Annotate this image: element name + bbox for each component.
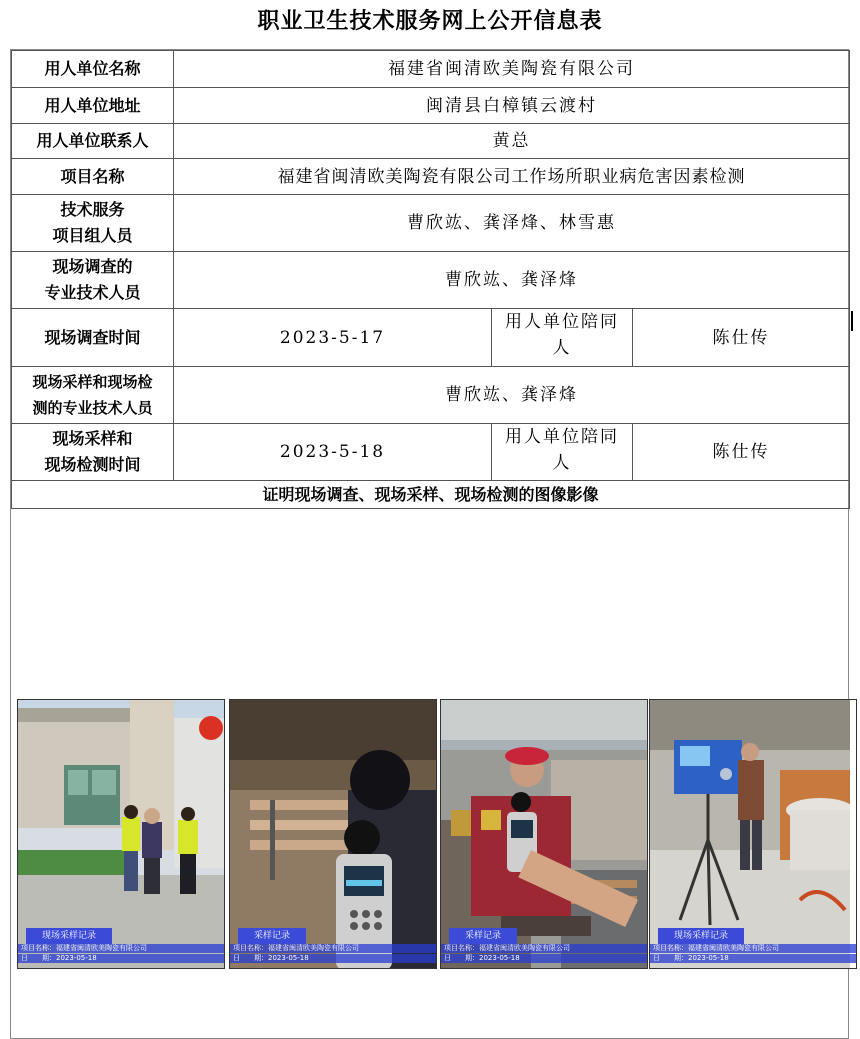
survey-time-date: 2023-5-17	[174, 309, 492, 367]
site-photo-1	[17, 699, 225, 969]
photo-1-caption-title: 现场采样记录	[26, 928, 112, 944]
photo-2-project-line: 项目名称：福建省闽清欧美陶瓷有限公司	[230, 944, 436, 953]
row-project-name	[12, 159, 850, 195]
photo-1-caption	[18, 928, 224, 968]
survey-accompany-label-line2: 人	[552, 338, 572, 358]
project-team-label-line2: 项目组人员	[52, 226, 133, 245]
survey-staff-label	[12, 252, 174, 309]
survey-staff-label-line2: 专业技术人员	[44, 283, 141, 302]
survey-staff-value: 曹欣竑、龚泽烽	[174, 252, 850, 309]
photo-3-date-line: 日 期：2023-05-18	[441, 954, 647, 963]
photo-2-caption	[230, 928, 436, 968]
sampling-accompany-label-line2: 人	[552, 453, 572, 473]
sampling-staff-label	[12, 367, 174, 424]
sampling-time-label	[12, 424, 174, 481]
sampling-time-label-line2: 现场检测时间	[44, 455, 141, 474]
photo-3-caption	[441, 928, 647, 968]
sampling-time-date: 2023-5-18	[174, 424, 492, 481]
site-photo-2	[229, 699, 437, 969]
project-team-label	[12, 195, 174, 252]
photo-4-date-line: 日 期：2023-05-18	[650, 954, 856, 963]
row-survey-time	[12, 309, 850, 367]
site-photo-4	[649, 699, 857, 969]
survey-accompany-label	[492, 309, 633, 367]
photo-area	[11, 512, 849, 1032]
row-survey-staff	[12, 252, 850, 309]
photo-4-caption	[650, 928, 856, 968]
project-name-value: 福建省闽清欧美陶瓷有限公司工作场所职业病危害因素检测	[174, 159, 850, 195]
photo-1-date-line: 日 期：2023-05-18	[18, 954, 224, 963]
survey-accompany-label-line1: 用人单位陪同	[505, 312, 619, 332]
sampling-staff-label-line1: 现场采样和现场检	[32, 373, 153, 391]
page-title: 职业卫生技术服务网上公开信息表	[257, 9, 603, 34]
images-section-heading: 证明现场调查、现场采样、现场检测的图像影像	[12, 481, 850, 509]
photo-2-caption-title: 采样记录	[238, 928, 306, 944]
row-employer-name	[12, 51, 850, 88]
employer-name-value: 福建省闽清欧美陶瓷有限公司	[174, 51, 850, 88]
survey-staff-label-line1: 现场调查的	[52, 257, 133, 276]
row-sampling-staff	[12, 367, 850, 424]
survey-accompany-value: 陈仕传	[633, 309, 850, 367]
row-sampling-time	[12, 424, 850, 481]
photo-4-caption-title: 现场采样记录	[658, 928, 744, 944]
sampling-accompany-label	[492, 424, 633, 481]
site-photo-3	[440, 699, 648, 969]
survey-time-label: 现场调查时间	[12, 309, 174, 367]
employer-name-label: 用人单位名称	[12, 51, 174, 88]
sampling-staff-label-line2: 测的专业技术人员	[32, 399, 153, 417]
row-employer-address	[12, 88, 850, 124]
row-employer-contact	[12, 124, 850, 159]
employer-contact-value: 黄总	[174, 124, 850, 159]
project-name-label: 项目名称	[12, 159, 174, 195]
photo-2-date-line: 日 期：2023-05-18	[230, 954, 436, 963]
photo-4-project-line: 项目名称：福建省闽清欧美陶瓷有限公司	[650, 944, 856, 953]
info-table	[11, 50, 850, 509]
sampling-accompany-label-line1: 用人单位陪同	[505, 427, 619, 447]
sampling-time-label-line1: 现场采样和	[52, 429, 133, 448]
employer-address-label: 用人单位地址	[12, 88, 174, 124]
photo-3-project-line: 项目名称：福建省闽清欧美陶瓷有限公司	[441, 944, 647, 953]
project-team-value: 曹欣竑、龚泽烽、林雪惠	[174, 195, 850, 252]
employer-address-value: 闽清县白樟镇云渡村	[174, 88, 850, 124]
row-project-team	[12, 195, 850, 252]
photo-3-caption-title: 采样记录	[449, 928, 517, 944]
row-images-heading	[12, 481, 850, 509]
text-cursor	[851, 311, 853, 331]
photo-1-project-line: 项目名称：福建省闽清欧美陶瓷有限公司	[18, 944, 224, 953]
employer-contact-label: 用人单位联系人	[12, 124, 174, 159]
project-team-label-line1: 技术服务	[60, 200, 125, 219]
sampling-accompany-value: 陈仕传	[633, 424, 850, 481]
sampling-staff-value: 曹欣竑、龚泽烽	[174, 367, 850, 424]
